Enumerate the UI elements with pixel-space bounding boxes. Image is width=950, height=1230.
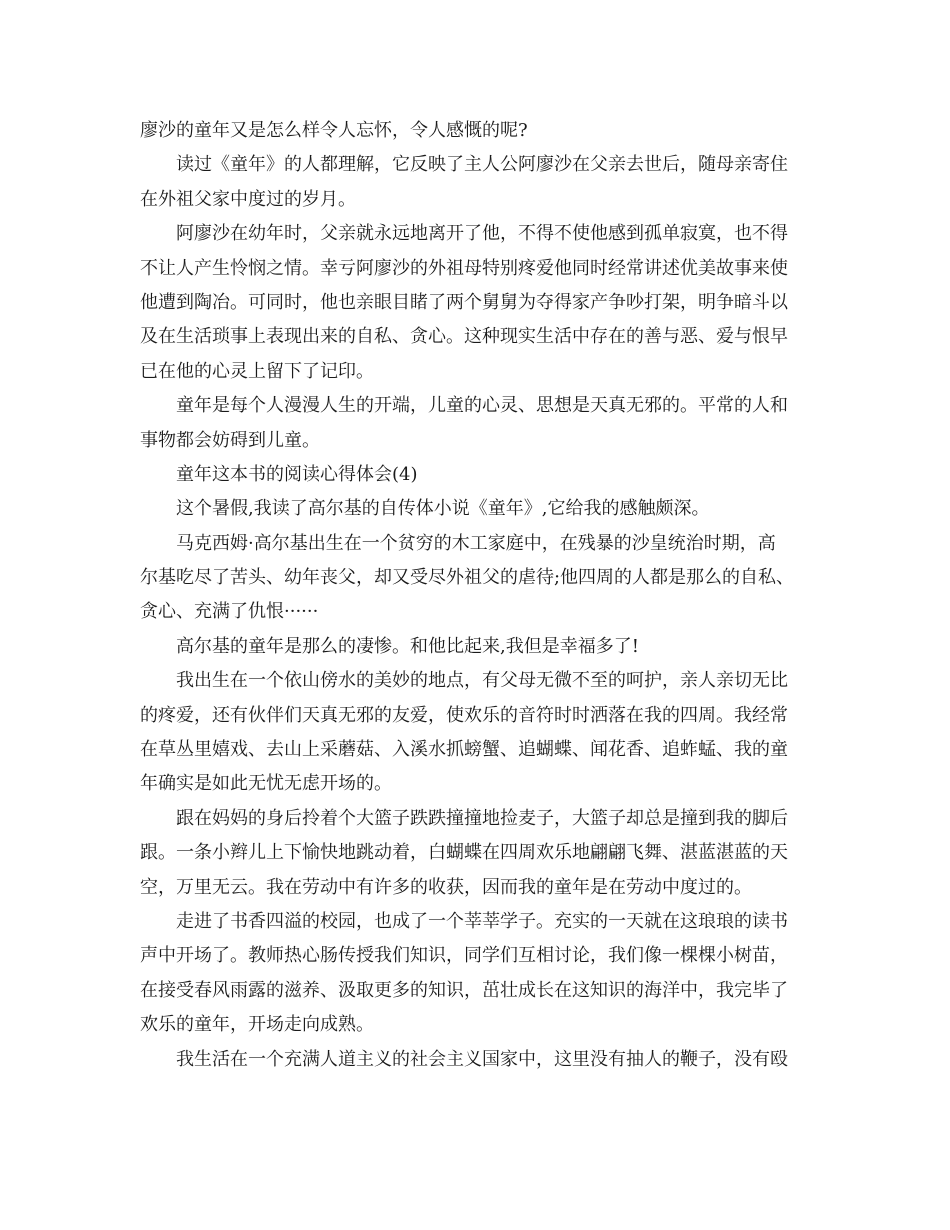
text-line: 童年是每个人漫漫人生的开端，儿童的心灵、思想是天真无邪的。平常的人和 <box>176 395 788 417</box>
body-text <box>140 114 830 1077</box>
text-line: 空，万里无云。我在劳动中有许多的收获，因而我的童年是在劳动中度过的。 <box>140 876 752 898</box>
text-line: 廖沙的童年又是怎么样令人忘怀，令人感慨的呢? <box>140 120 528 141</box>
text-line: 尔基吃尽了苦头、幼年丧父，却又受尽外祖父的虐待;他四周的人都是那么的自私、 <box>140 567 795 589</box>
text-line: 已在他的心灵上留下了记印。 <box>140 360 374 382</box>
text-line: 读过《童年》的人都理解，它反映了主人公阿廖沙在父亲去世后，随母亲寄住 <box>176 154 788 176</box>
text-line: 高尔基的童年是那么的凄惨。和他比起来,我但是幸福多了! <box>176 635 639 657</box>
text-line: 在草丛里嬉戏、去山上采蘑菇、入溪水抓螃蟹、追蝴蝶、闻花香、追蚱蜢、我的童 <box>140 739 788 761</box>
text-line: 童年这本书的阅读心得体会(4) <box>176 463 418 485</box>
text-line: 及在生活琐事上表现出来的自私、贪心。这种现实生活中存在的善与恶、爱与恨早 <box>140 326 788 348</box>
text-line: 年确实是如此无忧无虑开场的。 <box>140 773 392 795</box>
text-line: 的疼爱，还有伙伴们天真无邪的友爱，使欢乐的音符时时洒落在我的四周。我经常 <box>140 704 788 726</box>
text-line: 走进了书香四溢的校园，也成了一个莘莘学子。充实的一天就在这琅琅的读书 <box>176 910 788 932</box>
text-line: 我生活在一个充满人道主义的社会主义国家中，这里没有抽人的鞭子，没有殴 <box>176 1048 788 1070</box>
text-line: 在接受春风雨露的滋养、汲取更多的知识，茁壮成长在这知识的海洋中，我完毕了 <box>140 979 788 1001</box>
text-line: 阿廖沙在幼年时，父亲就永远地离开了他，不得不使他感到孤单寂寞，也不得 <box>176 223 788 245</box>
text-line: 不让人产生怜悯之情。幸亏阿廖沙的外祖母特别疼爱他同时经常讲述优美故事来使 <box>140 257 788 279</box>
text-line: 贪心、充满了仇恨······ <box>140 601 319 623</box>
text-line: 声中开场了。教师热心肠传授我们知识，同学们互相讨论，我们像一棵棵小树苗， <box>140 945 788 967</box>
text-line: 这个暑假,我读了高尔基的自传体小说《童年》,它给我的感触颇深。 <box>176 498 710 520</box>
text-line: 马克西姆·高尔基出生在一个贫穷的木工家庭中，在残暴的沙皇统治时期，高 <box>176 532 776 554</box>
text-line: 我出生在一个依山傍水的美妙的地点，有父母无微不至的呵护，亲人亲切无比 <box>176 670 788 692</box>
text-line: 跟。一条小辫儿上下愉快地跳动着，白蝴蝶在四周欢乐地翩翩飞舞、湛蓝湛蓝的天 <box>140 842 788 864</box>
text-line: 跟在妈妈的身后拎着个大篮子跌跌撞撞地捡麦子，大篮子却总是撞到我的脚后 <box>176 807 788 829</box>
text-line: 在外祖父家中度过的岁月。 <box>140 188 356 210</box>
text-line: 他遭到陶冶。可同时，他也亲眼目睹了两个舅舅为夺得家产争吵打架，明争暗斗以 <box>140 291 788 313</box>
text-line: 事物都会妨碍到儿童。 <box>140 429 320 451</box>
text-line: 欢乐的童年，开场走向成熟。 <box>140 1014 374 1036</box>
